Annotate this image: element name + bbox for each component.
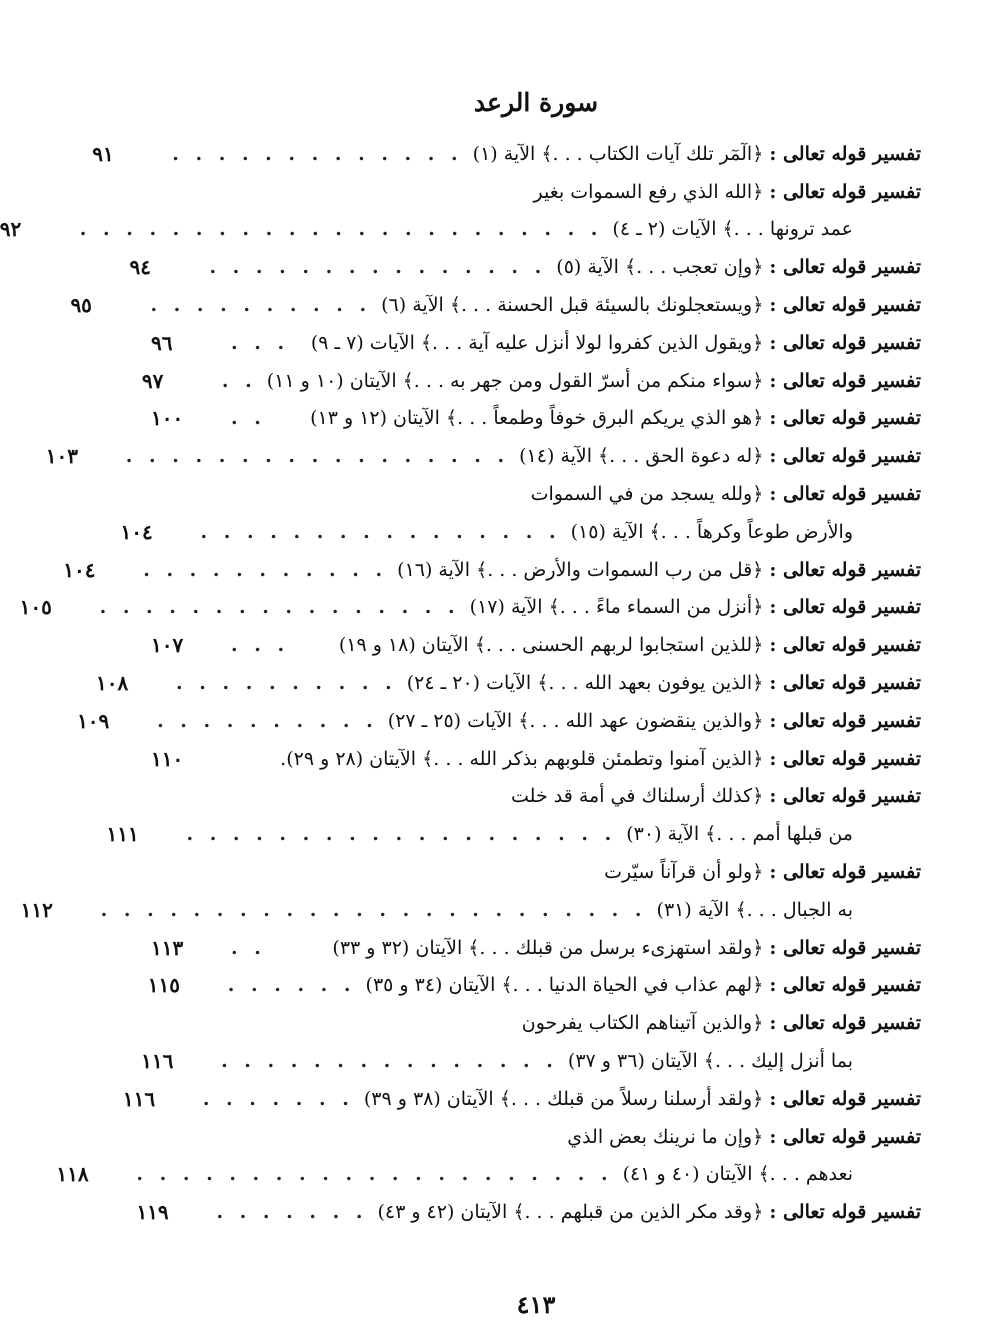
index-entry [151, 739, 921, 777]
index-entry [141, 361, 921, 399]
page-number: ٤١٣ [516, 1290, 556, 1319]
entry-page-number: ١١٢ [20, 897, 53, 922]
index-entry [96, 663, 921, 701]
leader-dots: . . . [231, 634, 290, 657]
entry-page-number: ١٠٥ [19, 595, 52, 620]
entry-page-number: ١١٦ [122, 1086, 156, 1111]
entry-page-number: ١١٨ [56, 1162, 89, 1187]
index-entry [106, 814, 921, 852]
leader-dots: . . . . . . . [216, 1201, 368, 1224]
index-entry [63, 550, 921, 588]
index-entry [141, 1041, 921, 1079]
entry-page-number: ٩٤ [129, 255, 151, 280]
index-entry [122, 1079, 921, 1117]
leader-dots: . . . . . . . . . . . . . . . . . . . [186, 823, 617, 846]
entry-label: تفسير قوله تعالى : [769, 1012, 921, 1035]
index-entry [92, 134, 921, 172]
entry-text: ﴿والذين ينقضون عهد الله . . .﴾ الآيات (٢٥ ـ ٢٧) [387, 709, 764, 732]
entry-text: ﴿له دعوة الحق . . .﴾ الآية (١٤) [519, 445, 764, 468]
entry-label: تفسير قوله تعالى : [769, 256, 921, 279]
entry-label: تفسير قوله تعالى : [769, 785, 921, 808]
entry-page-number: ١٠٤ [120, 519, 153, 544]
entry-text: من قبلها أمم . . .﴾ الآية (٣٠) [626, 823, 853, 846]
entry-page-number: ١٠٧ [151, 633, 184, 658]
entry-label: تفسير قوله تعالى : [769, 936, 921, 959]
entry-text: ﴿سواء منكم من أسرّ القول ومن جهر به . . .﴾ الآيتان (١٠ و ١١) [266, 369, 764, 392]
entry-label: تفسير قوله تعالى : [769, 369, 921, 392]
entry-text: والأرض طوعاً وكرهاً . . .﴾ الآية (١٥) [570, 520, 853, 543]
index-entry [45, 436, 921, 474]
entry-text: ﴿لهم عذاب في الحياة الدنيا . . .﴾ الآيتان (٣٤ و ٣٥) [365, 974, 764, 997]
leader-dots: . . . . . . [227, 974, 356, 997]
index-entry [151, 172, 921, 210]
leader-dots: . . . . . . . . . . . . . . . [221, 1049, 558, 1072]
entry-text: به الجبال . . .﴾ الآية (٣١) [656, 898, 853, 921]
entry-label: تفسير قوله تعالى : [769, 558, 921, 581]
entry-text: ﴿وإن تعجب . . .﴾ الآية (٥) [556, 256, 764, 279]
index-entry [151, 928, 921, 966]
index-entry [0, 210, 921, 248]
entry-page-number: ١٠٠ [151, 406, 184, 431]
index-entry [129, 247, 921, 285]
entry-text: ﴿وإن ما نرينك بعض الذي [567, 1125, 764, 1148]
entry-page-number: ١٠٣ [45, 444, 79, 469]
entry-page-number: ٩٦ [151, 330, 173, 355]
leader-dots: . . . . . . . [202, 1087, 354, 1110]
leader-dots: . . . . . . . . . . . . . [172, 142, 463, 165]
entry-page-number: ٩٢ [0, 217, 22, 242]
entry-text: ﴿الذين يوفون بعهد الله . . .﴾ الآيات (٢٠ ـ ٢٤) [406, 671, 764, 694]
leader-dots: . . . [231, 331, 290, 354]
entry-label: تفسير قوله تعالى : [769, 407, 921, 430]
entry-label: تفسير قوله تعالى : [769, 974, 921, 997]
index-entry [70, 285, 921, 323]
entry-page-number: ١١٥ [147, 973, 180, 998]
entry-text: عمد ترونها . . .﴾ الآيات (٢ ـ ٤) [612, 218, 853, 241]
entry-text: ﴿كذلك أرسلناك في أمة قد خلت [511, 785, 764, 808]
index-entry [151, 625, 921, 663]
entry-label: تفسير قوله تعالى : [769, 1125, 921, 1148]
entry-text: ﴿والذين آتيناهم الكتاب يفرحون [521, 1012, 764, 1035]
index-entry [19, 588, 921, 626]
entry-label: تفسير قوله تعالى : [769, 747, 921, 770]
entry-page-number: ١١٩ [136, 1200, 169, 1225]
entry-label: تفسير قوله تعالى : [769, 634, 921, 657]
entry-label: تفسير قوله تعالى : [769, 331, 921, 354]
index-entry [77, 701, 921, 739]
leader-dots: . . . . . . . . . . . . . . . [209, 256, 547, 279]
entry-text: ﴿هو الذي يريكم البرق خوفاً وطمعاً . . .﴾ الآيتان (١٢ و ١٣) [310, 407, 764, 430]
entry-text: ﴿للذين استجابوا لربهم الحسنى . . .﴾ الآيتان (١٨ و ١٩) [338, 634, 764, 657]
leader-dots: . . [221, 369, 257, 392]
entry-text: ﴿الٓمٓر تلك آيات الكتاب . . .﴾ الآية (١) [472, 142, 764, 165]
entry-label: تفسير قوله تعالى : [769, 860, 921, 883]
leader-dots: . . . . . . . . . . . . . . . . [99, 596, 460, 619]
leader-dots: . . . . . . . . . . . . . . . . . [125, 445, 510, 468]
entry-page-number: ١١٠ [151, 746, 184, 771]
entry-page-number: ١٠٤ [63, 557, 96, 582]
entry-label: تفسير قوله تعالى : [769, 1087, 921, 1110]
entry-text: ﴿ولقد استهزىء برسل من قبلك . . .﴾ الآيتان (٣٢ و ٣٣) [332, 936, 764, 959]
index-entry [120, 512, 921, 550]
entry-text: ﴿ويقول الذين كفروا لولا أنزل عليه آية . . .﴾ الآيات (٧ ـ ٩) [310, 331, 764, 354]
entry-label: تفسير قوله تعالى : [769, 180, 921, 203]
entry-label: تفسير قوله تعالى : [769, 482, 921, 505]
surah-title: سورة الرعد [473, 88, 599, 117]
entry-text: ﴿قل من رب السموات والأرض . . .﴾ الآية (١٦) [397, 558, 764, 581]
index-entry [151, 777, 921, 815]
entry-text: ﴿ولو أن قرآناً سيّرت [604, 860, 764, 883]
entry-text: ﴿ولقد أرسلنا رسلاً من قبلك . . .﴾ الآيتان (٣٨ و ٣٩) [363, 1087, 764, 1110]
index-entry [136, 1192, 921, 1230]
entry-text: نعدهم . . .﴾ الآيتان (٤٠ و ٤١) [622, 1163, 853, 1186]
leader-dots: . . . . . . . . . . [150, 293, 372, 316]
entry-label: تفسير قوله تعالى : [769, 293, 921, 316]
leader-dots: . . . . . . . . . . [176, 671, 397, 694]
leader-dots: . . . . . . . . . . . . . . . . . . . . . . . [79, 218, 603, 241]
leader-dots: . . [231, 936, 266, 959]
entry-text: ﴿الذين آمنوا وتطمئن قلوبهم بذكر الله . . .﴾ الآيتان (٢٨ و ٢٩). [280, 747, 764, 770]
index-entry [151, 1117, 921, 1155]
entry-text: ﴿أنزل من السماء ماءً . . .﴾ الآية (١٧) [469, 596, 764, 619]
leader-dots: . . . . . . . . . . . . . . . . . . . . . . . . [100, 898, 647, 921]
entry-text: ﴿وقد مكر الذين من قبلهم . . .﴾ الآيتان (٤٢ و ٤٣) [377, 1201, 764, 1224]
leader-dots: . . . . . . . . . . . [143, 558, 388, 581]
leader-dots: . . . . . . . . . . . . . . . . [200, 520, 561, 543]
entry-page-number: ٩٧ [141, 368, 164, 393]
index-entry [151, 399, 921, 437]
entry-label: تفسير قوله تعالى : [769, 1201, 921, 1224]
entry-page-number: ١١١ [106, 822, 139, 847]
index-entry [56, 1155, 921, 1193]
entry-text: ﴿ولله يسجد من في السموات [530, 482, 764, 505]
entry-page-number: ١١٦ [141, 1048, 174, 1073]
index-entry [151, 852, 921, 890]
leader-dots: . . . . . . . . . . . . . . . . . . . . . [136, 1163, 613, 1186]
entry-text: بما أنزل إليك . . .﴾ الآيتان (٣٦ و ٣٧) [567, 1049, 853, 1072]
entry-page-number: ٩١ [92, 141, 114, 166]
entry-page-number: ١١٣ [151, 935, 184, 960]
index-entry [20, 890, 921, 928]
index-entry [151, 323, 921, 361]
leader-dots: . . [231, 407, 266, 430]
entry-label: تفسير قوله تعالى : [769, 671, 921, 694]
entry-text: ﴿ويستعجلونك بالسيئة قبل الحسنة . . .﴾ الآية (٦) [381, 293, 764, 316]
index-entry [151, 474, 921, 512]
index-entry [147, 966, 921, 1004]
index-entry [151, 1003, 921, 1041]
entry-label: تفسير قوله تعالى : [769, 709, 921, 732]
entry-page-number: ٩٥ [70, 292, 92, 317]
leader-dots: . . . . . . . . . . [157, 709, 378, 732]
entry-label: تفسير قوله تعالى : [769, 596, 921, 619]
entry-text: ﴿الله الذي رفع السموات بغير [533, 180, 764, 203]
entry-page-number: ١٠٨ [96, 670, 129, 695]
entry-label: تفسير قوله تعالى : [769, 445, 921, 468]
entry-label: تفسير قوله تعالى : [769, 142, 921, 165]
entry-page-number: ١٠٩ [77, 708, 110, 733]
index-entries [0, 134, 921, 1230]
